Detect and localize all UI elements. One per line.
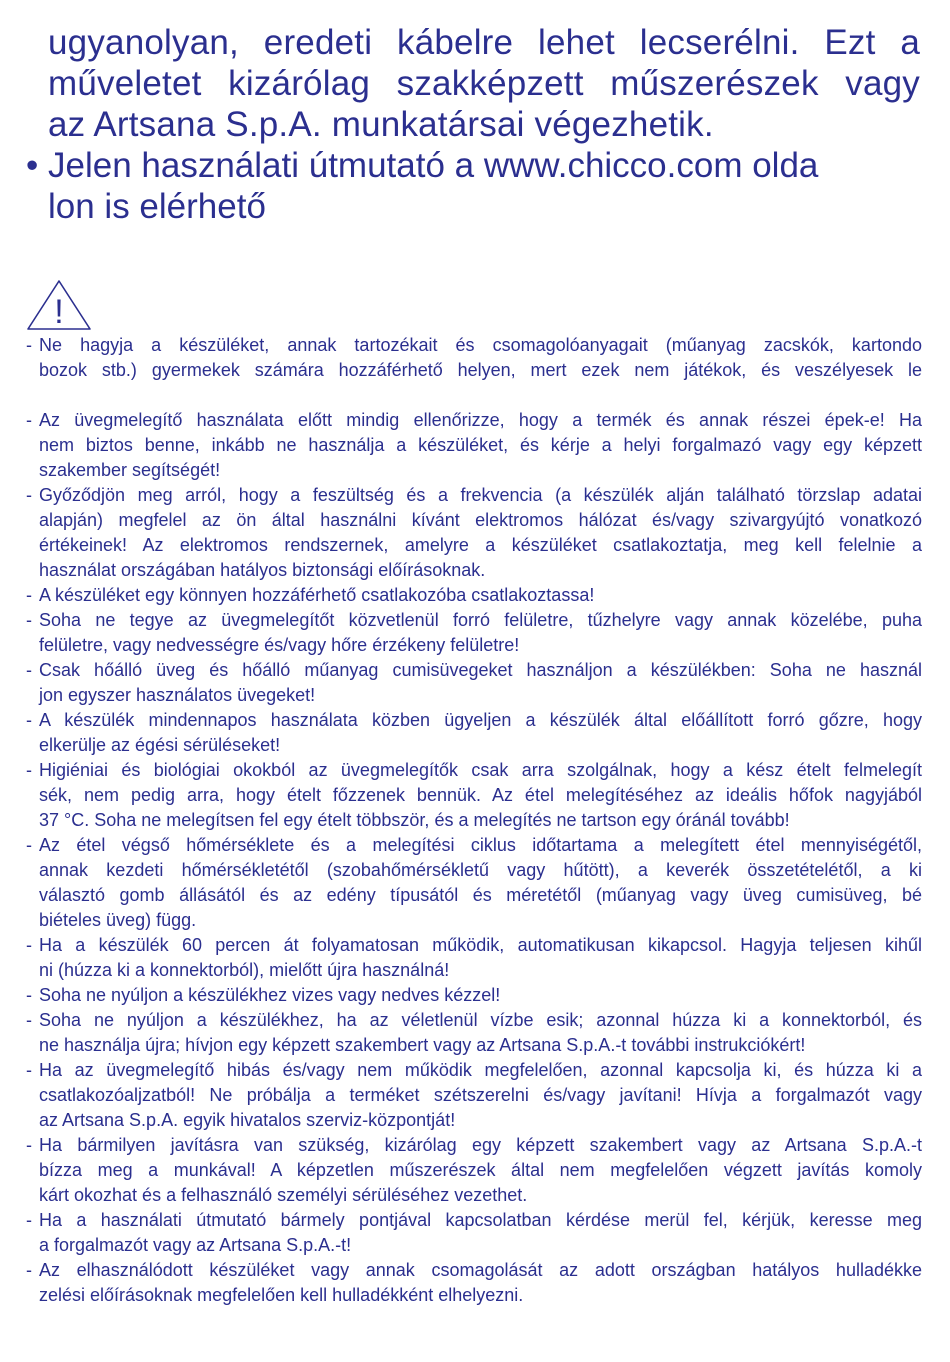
item-line: ne használja újra; hívjon egy képzett szakembert vagy az Artsana S.p.A.-t további instrukciókért! bbox=[39, 1035, 806, 1055]
list-item bbox=[26, 1058, 922, 1133]
item-line: választó gomb állásától és az edény típusától és méretétől (műanyag vagy üveg cumisüveg, bé bbox=[39, 885, 922, 905]
continuation-line: az Artsana S.p.A. munkatársai végezhetik. bbox=[48, 105, 714, 144]
item-line: ni (húzza ki a konnektorból), mielőtt újra használná! bbox=[39, 960, 450, 980]
item-dash: - bbox=[26, 835, 32, 855]
list-item bbox=[26, 1208, 922, 1258]
item-line: A készüléket egy könnyen hozzáférhető csatlakozóba csatlakoztassa! bbox=[39, 585, 595, 605]
list-item bbox=[26, 1133, 922, 1208]
item-line: Soha ne nyúljon a készülékhez vizes vagy nedves kézzel! bbox=[39, 985, 501, 1005]
item-line: Győződjön meg arról, hogy a feszültség és a frekvencia (a készülék alján található törzslap adatai bbox=[39, 485, 922, 505]
item-dash: - bbox=[26, 1060, 32, 1080]
item-line: bízza meg a munkával! A képzetlen műszerészek által nem megfelelően végzett javítás komoly bbox=[39, 1160, 922, 1180]
item-line: Soha ne nyúljon a készülékhez, ha az véletlenül vízbe esik; azonnal húzza ki a konnektorból, és bbox=[39, 1010, 922, 1030]
item-line: bozok stb.) gyermekek számára hozzáférhető helyen, mert ezek nem játékok, és veszélyesek le bbox=[39, 360, 922, 380]
list-item bbox=[26, 658, 922, 708]
item-line: Higiéniai és biológiai okokból az üvegmelegítők csak arra szolgálnak, hogy a kész ételt felmelegít bbox=[39, 760, 922, 780]
item-line: az Artsana S.p.A. egyik hivatalos szerviz-központját! bbox=[39, 1110, 456, 1130]
item-dash: - bbox=[26, 1210, 32, 1230]
item-line: zelési előírásoknak megfelelően kell hulladékként elhelyezni. bbox=[39, 1285, 524, 1305]
item-dash: - bbox=[26, 585, 32, 605]
list-item bbox=[26, 983, 922, 1008]
list-item bbox=[26, 608, 922, 658]
item-line: A készülék mindennapos használata közben ügyeljen a készülék által előállított forró gőzre, hogy bbox=[39, 710, 922, 730]
item-line: felületre, vagy nedvességre és/vagy hőre érzékeny felületre! bbox=[39, 635, 520, 655]
bullet-line: lon is elérhető bbox=[48, 187, 266, 226]
item-line: használat országában hatályos biztonsági előírásoknak. bbox=[39, 560, 486, 580]
website-bullet bbox=[26, 145, 920, 227]
item-line: alapján) megfelel az ön által használni kívánt elektromos hálózat és/vagy szivargyújtó vonatkozó bbox=[39, 510, 922, 530]
item-line: a forgalmazót vagy az Artsana S.p.A.-t! bbox=[39, 1235, 352, 1255]
list-item bbox=[26, 333, 922, 383]
item-line: Csak hőálló üveg és hőálló műanyag cumisüvegeket használjon a készülékben: Soha ne használ bbox=[39, 660, 922, 680]
list-item bbox=[26, 1008, 922, 1058]
list-item bbox=[26, 933, 922, 983]
continuation-line: ugyanolyan, eredeti kábelre lehet lecserélni. Ezt a bbox=[48, 23, 920, 62]
item-dash: - bbox=[26, 935, 32, 955]
warning-triangle-icon bbox=[26, 279, 92, 331]
list-item bbox=[26, 833, 922, 933]
item-line: értékeinek! Az elektromos rendszernek, amelyre a készüléket csatlakoztatja, meg kell felelnie a bbox=[39, 535, 922, 555]
item-line: elkerülje az égési sérüléseket! bbox=[39, 735, 281, 755]
list-item bbox=[26, 758, 922, 833]
item-line: biételes üveg) függ. bbox=[39, 910, 197, 930]
items-container bbox=[26, 408, 922, 1308]
item-line: Ha bármilyen javításra van szükség, kizárólag egy képzett szakembert vagy az Artsana S.p.A.-t bbox=[39, 1135, 922, 1155]
top-section bbox=[0, 22, 950, 227]
item-dash: - bbox=[26, 710, 32, 730]
item-line: annak kezdeti hőmérsékletétől (szobahőmérsékletű vagy hűtött), a keverék összetételétől, a ki bbox=[39, 860, 922, 880]
item-line: jon egyszer használatos üvegeket! bbox=[39, 685, 316, 705]
item-dash: - bbox=[26, 485, 32, 505]
warning-exclamation: ! bbox=[54, 293, 64, 331]
item-line: Ne hagyja a készüléket, annak tartozékait és csomagolóanyagait (műanyag zacskók, kartondo bbox=[39, 335, 922, 355]
list-item bbox=[26, 1258, 922, 1308]
bullet-line: Jelen használati útmutató a www.chicco.com olda bbox=[48, 146, 819, 185]
item-dash: - bbox=[26, 410, 32, 430]
item-dash: - bbox=[26, 1260, 32, 1280]
list-item bbox=[26, 583, 922, 608]
bullet-marker: • bbox=[26, 146, 39, 185]
list-item bbox=[26, 708, 922, 758]
item-line: Az étel végső hőmérséklete és a melegítési ciklus időtartama a melegített étel mennyiségétől, bbox=[39, 835, 922, 855]
item-line: Soha ne tegye az üvegmelegítőt közvetlenül forró felületre, tűzhelyre vagy annak közelébe, puha bbox=[39, 610, 922, 630]
item-line: kárt okozhat és a felhasználó személyi sérüléséhez vezethet. bbox=[39, 1185, 528, 1205]
item-line: 37 °C. Soha ne melegítsen fel egy ételt többször, és a melegítés ne tartson egy óránál tovább! bbox=[39, 810, 790, 830]
item-line: Ha a használati útmutató bármely pontjával kapcsolatban kérdése merül fel, kérjük, keresse meg bbox=[39, 1210, 922, 1230]
item-dash: - bbox=[26, 760, 32, 780]
list-item bbox=[26, 483, 922, 583]
item-line: szakember segítségét! bbox=[39, 460, 221, 480]
item-line: csatlakozóaljzatból! Ne próbálja a terméket szétszerelni és/vagy javítani! Hívja a forgalmazót vagy bbox=[39, 1085, 922, 1105]
item-dash: - bbox=[26, 660, 32, 680]
item-line: Ha az üvegmelegítő hibás és/vagy nem működik megfelelően, azonnal kapcsolja ki, és húzza ki a bbox=[39, 1060, 922, 1080]
item-dash: - bbox=[26, 985, 32, 1005]
item-line: Ha a készülék 60 percen át folyamatosan működik, automatikusan kikapcsol. Hagyja teljesen kihűl bbox=[39, 935, 922, 955]
item-line: nem biztos benne, inkább ne használja a készüléket, és kérje a helyi forgalmazó vagy egy képzett bbox=[39, 435, 922, 455]
warnings-list bbox=[26, 333, 922, 1308]
item-line: sék, nem pedig arra, hogy ételt főzzenek bennük. Az étel melegítéséhez az ideális hőfok nagyjából bbox=[39, 785, 922, 805]
item-line: Az elhasználódott készüléket vagy annak csomagolását az adott országban hatályos hulladékke bbox=[39, 1260, 922, 1280]
list-item bbox=[26, 408, 922, 483]
item-line: Az üvegmelegítő használata előtt mindig ellenőrizze, hogy a termék és annak részei épek-e! Ha bbox=[39, 410, 922, 430]
item-dash: - bbox=[26, 1135, 32, 1155]
item-dash: - bbox=[26, 1010, 32, 1030]
item-dash: - bbox=[26, 335, 32, 355]
spacer bbox=[26, 383, 922, 408]
item-dash: - bbox=[26, 610, 32, 630]
continuation-line: műveletet kizárólag szakképzett műszerészek vagy bbox=[48, 64, 920, 103]
